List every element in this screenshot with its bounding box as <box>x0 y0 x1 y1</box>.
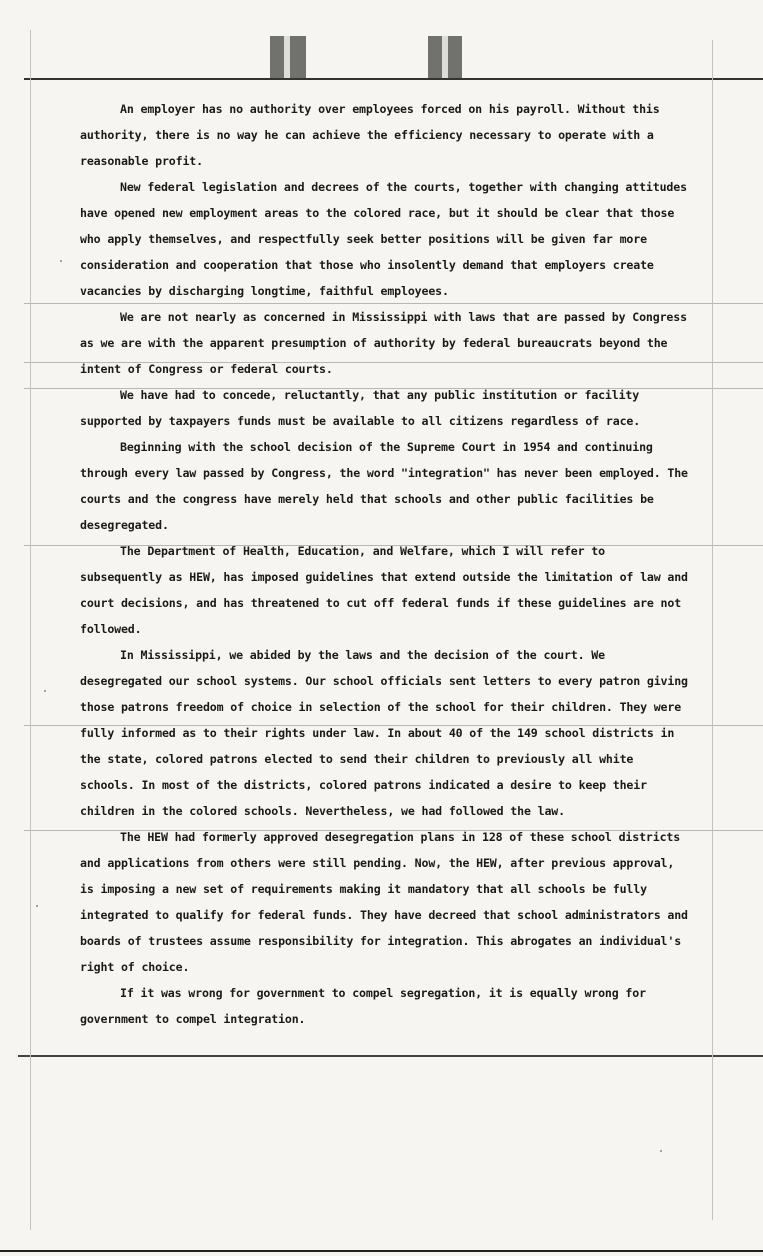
page-edge-rule <box>0 1250 763 1252</box>
paragraph-6: The Department of Health, Education, and Welfare, which I will refer to subsequently as HEW, has imposed guidelines that extend outside the limitation of law and court decisions, and has threatened to cut off federal funds if these guidelines are not followed. <box>80 544 688 636</box>
paragraph-7: In Mississippi, we abided by the laws and the decision of the court. We desegregated our school systems. Our school officials sent letters to every patron giving those patrons freedom of choice in selection of the school for their children. They were fully informed as to their rights under law. In about 40 of the 149 school districts in the state, colored patrons elected to send their children to previously all white schools. In most of the districts, colored patrons indicated a desire to keep their children in the colored schools. Nevertheless, we had followed the law. <box>80 648 688 818</box>
scan-edge-line <box>30 30 31 1230</box>
document-body <box>80 96 690 1032</box>
paragraph-9: If it was wrong for government to compel segregation, it is equally wrong for government to compel integration. <box>80 986 646 1026</box>
scan-speck <box>44 690 46 692</box>
paragraph-5: Beginning with the school decision of the Supreme Court in 1954 and continuing through every law passed by Congress, the word "integration" has never been employed. The courts and the congress have merely held that schools and other public facilities be desegregated. <box>80 440 688 532</box>
scan-speck <box>660 1150 662 1152</box>
scan-edge-line <box>712 40 713 1220</box>
scan-speck <box>36 905 38 907</box>
scan-speck <box>60 260 62 262</box>
top-rule <box>24 78 763 80</box>
bottom-rule <box>18 1055 763 1057</box>
paragraph-2: New federal legislation and decrees of the courts, together with changing attitudes have opened new employment areas to the colored race, but it should be clear that those who apply themselves, and respectfully seek better positions will be given far more consideration and cooperation that those who insolently demand that employers create vacancies by discharging longtime, faithful employees. <box>80 180 687 298</box>
paragraph-1: An employer has no authority over employees forced on his payroll. Without this authority, there is no way he can achieve the efficiency necessary to operate with a reasonable profit. <box>80 102 660 168</box>
binder-clip-mark <box>428 36 462 78</box>
paragraph-3: We are not nearly as concerned in Mississippi with laws that are passed by Congress as we are with the apparent presumption of authority by federal bureaucrats beyond the intent of Congress or federal courts. <box>80 310 687 376</box>
paragraph-4: We have had to concede, reluctantly, that any public institution or facility supported by taxpayers funds must be available to all citizens regardless of race. <box>80 388 641 428</box>
paragraph-8: The HEW had formerly approved desegregation plans in 128 of these school districts and applications from others were still pending. Now, the HEW, after previous approval, is imposing a new set of requirements making it mandatory that all schools be fully integrated to qualify for federal funds. They have decreed that school administrators and boards of trustees assume responsibility for integration. This abrogates an individual's right of choice. <box>80 830 688 974</box>
binder-clip-mark <box>270 36 306 78</box>
